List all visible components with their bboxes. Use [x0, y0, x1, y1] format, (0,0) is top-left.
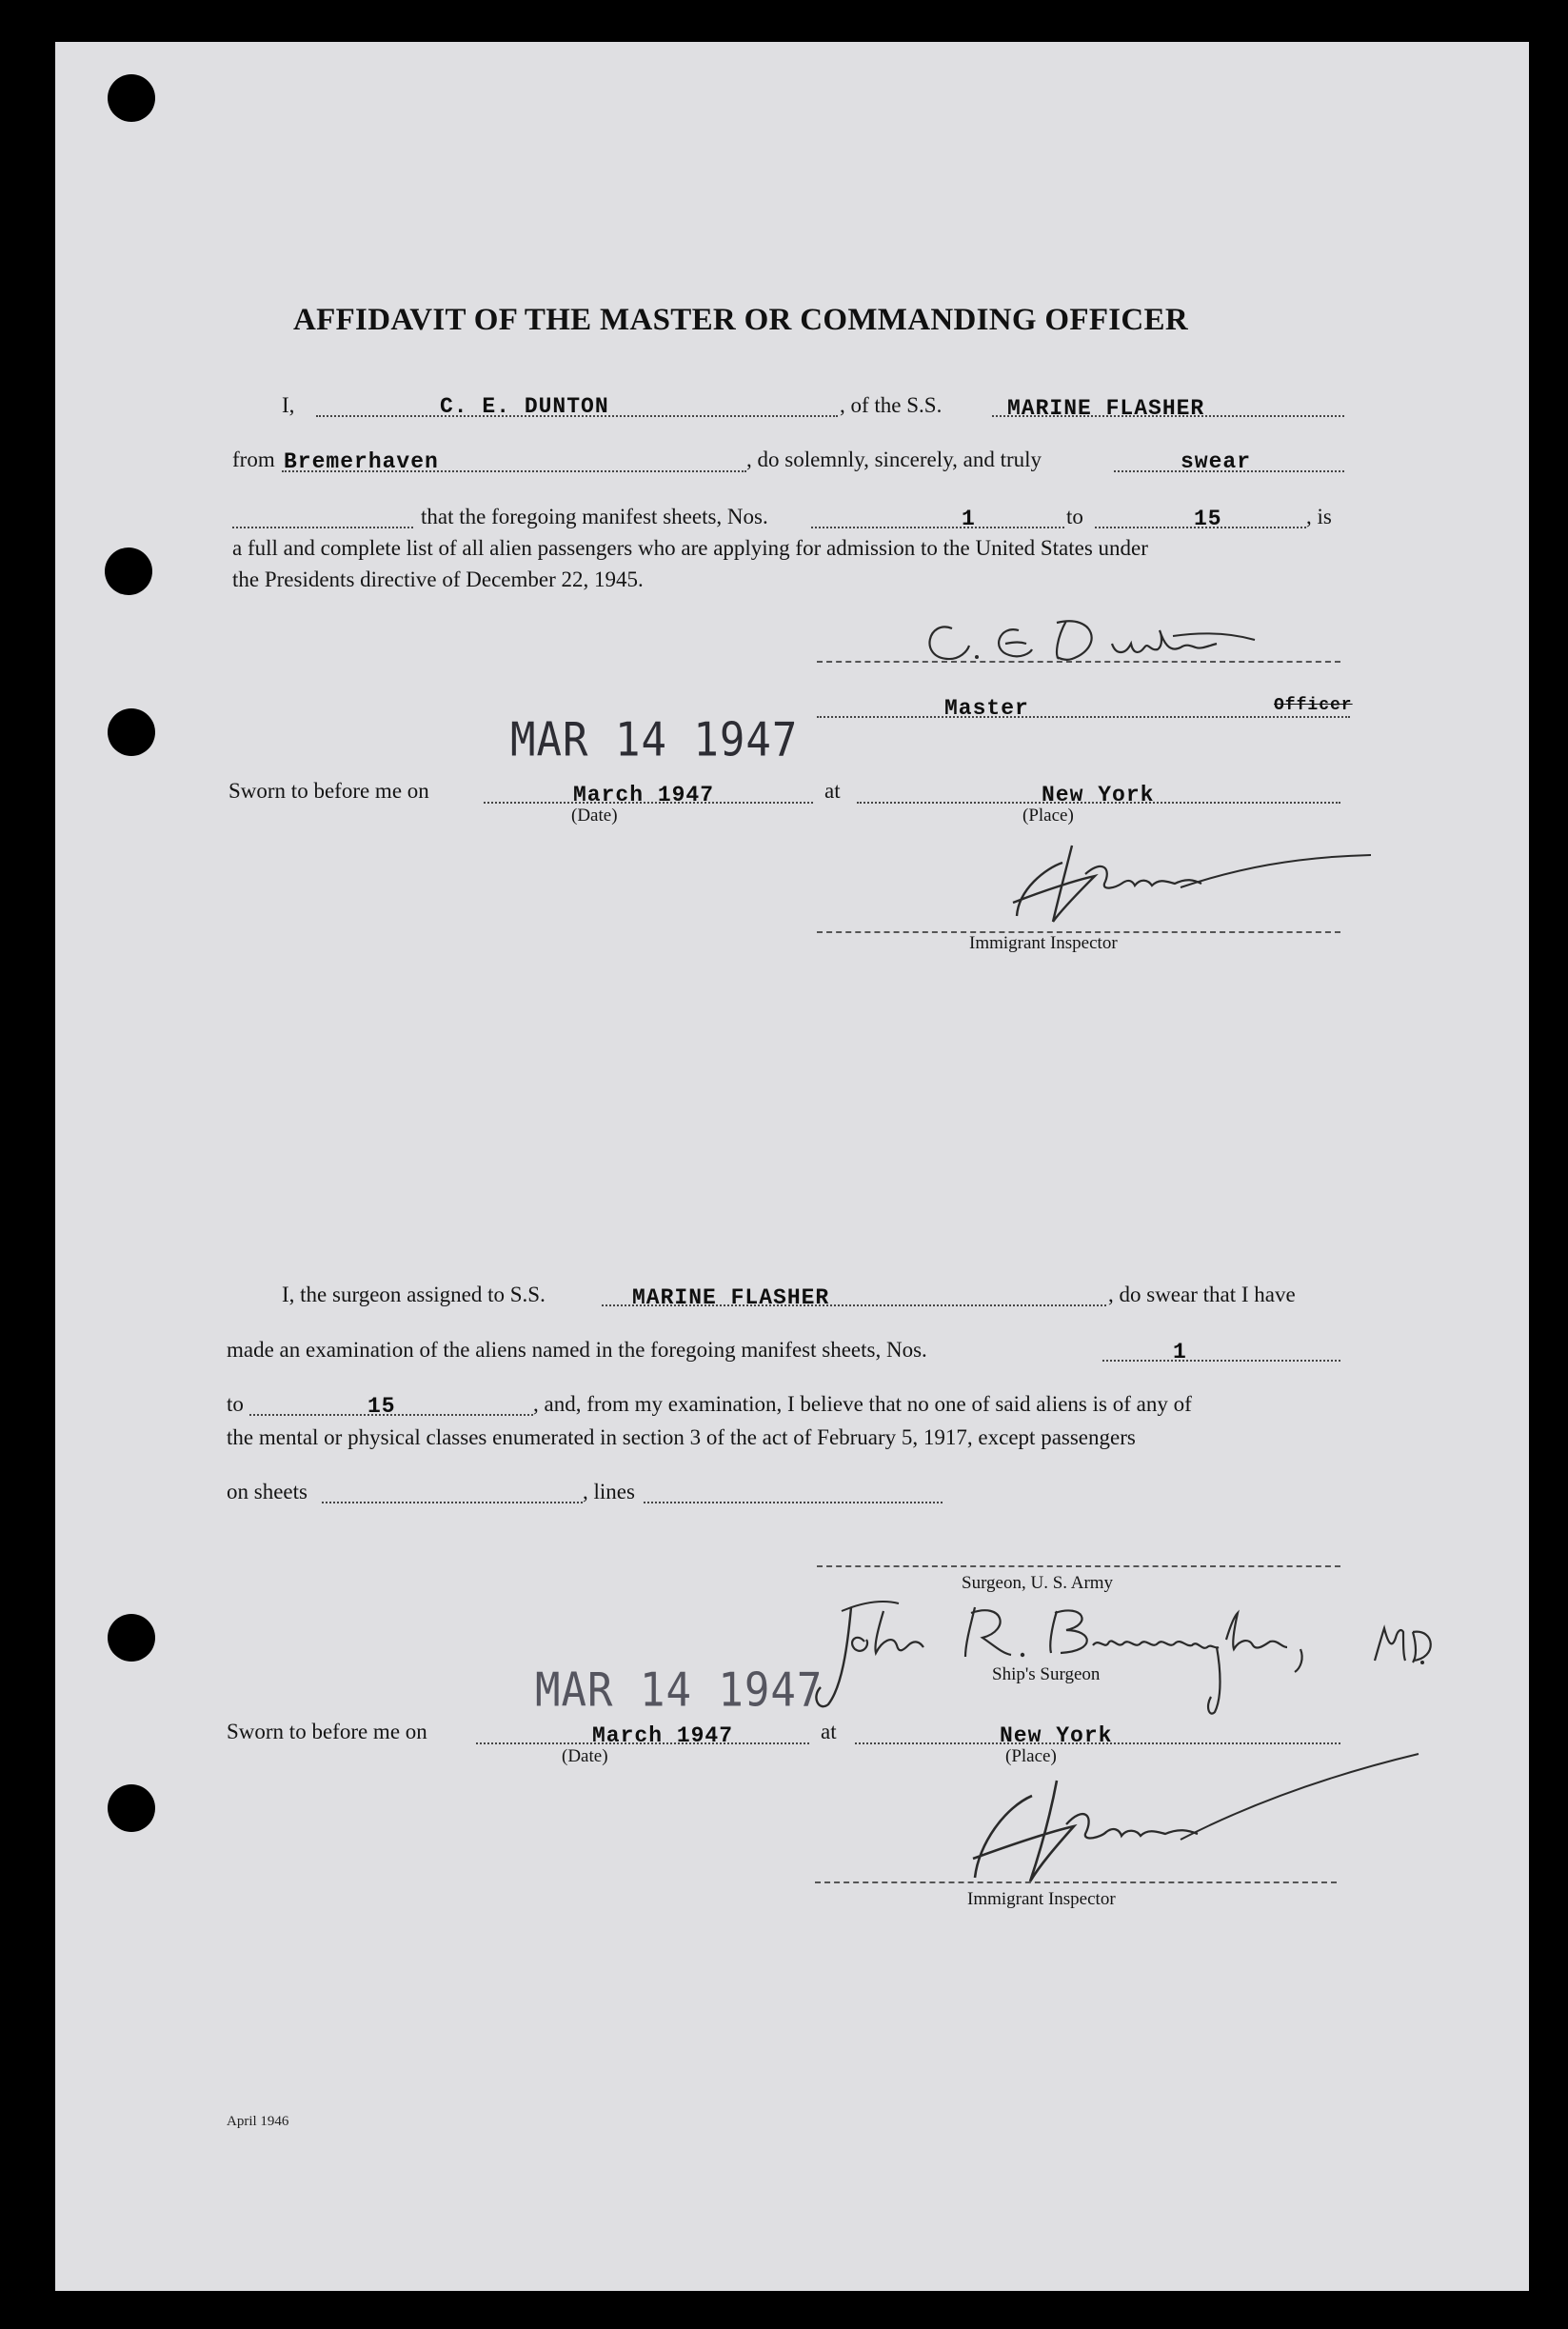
binder-hole [108, 74, 155, 122]
binder-hole [108, 708, 155, 756]
surgeon-to-label: to [227, 1392, 244, 1416]
i-label: I, [282, 393, 295, 417]
surgeon-inspector-line [815, 1881, 1337, 1883]
master-signature [914, 600, 1276, 676]
inspector-caption: Immigrant Inspector [969, 933, 1118, 953]
master-sworn-place-value: New York [1042, 783, 1155, 807]
master-sworn-label: Sworn to before me on [228, 779, 429, 803]
surgeon-ship-value: MARINE FLASHER [632, 1285, 830, 1310]
surgeon-sworn-label: Sworn to before me on [227, 1720, 427, 1743]
master-date-caption: (Date) [571, 806, 618, 826]
sheet-from-line [811, 527, 1064, 528]
classes-text: the mental or physical classes enumerated in section 3 of the act of February 5, 1917, except passengers [227, 1425, 1136, 1449]
surgeon-inspector-caption: Immigrant Inspector [967, 1889, 1116, 1909]
manifest-label: that the foregoing manifest sheets, Nos. [421, 505, 768, 528]
solemnly-label: , do solemnly, sincerely, and truly [746, 448, 1042, 471]
master-place-caption: (Place) [1022, 806, 1074, 826]
sheet-to-value: 15 [1194, 507, 1222, 531]
surgeon-sheet-to-value: 15 [367, 1394, 396, 1419]
officer-struck-value: Officer [1274, 696, 1353, 715]
ship-surgeon-caption: Ship's Surgeon [992, 1664, 1101, 1684]
master-date-stamp: MAR 14 1947 [510, 712, 799, 768]
affidavit-title: AFFIDAVIT OF THE MASTER OR COMMANDING OFFICER [293, 303, 1188, 337]
of-ship-label: , of the S.S. [840, 393, 943, 417]
document-page [55, 42, 1529, 2291]
ship-name-value: MARINE FLASHER [1007, 396, 1205, 421]
surgeon-sworn-date-value: March 1947 [592, 1723, 734, 1748]
statement-line-2: the Presidents directive of December 22, 1945. [232, 567, 644, 591]
belief-text: , and, from my examination, I believe that no one of said aliens is of any of [533, 1392, 1192, 1416]
examination-label: made an examination of the aliens named in the foregoing manifest sheets, Nos. [227, 1338, 927, 1362]
army-signature-line [817, 1565, 1340, 1567]
inspector-signature [990, 830, 1390, 935]
rank-value: Master [944, 696, 1029, 721]
binder-hole [108, 1614, 155, 1662]
rank-line [817, 716, 1350, 718]
on-sheets-line [322, 1502, 583, 1503]
on-sheets-label: on sheets [227, 1480, 308, 1503]
statement-line-1: a full and complete list of all alien passengers who are applying for admission to the United States under [232, 536, 1148, 560]
surgeon-sworn-place-value: New York [1000, 1723, 1113, 1748]
surgeon-date-stamp: MAR 14 1947 [535, 1662, 824, 1719]
master-sworn-date-value: March 1947 [573, 783, 715, 807]
master-name-value: C. E. DUNTON [440, 394, 609, 419]
surgeon-date-caption: (Date) [562, 1746, 608, 1766]
army-caption: Surgeon, U. S. Army [962, 1573, 1114, 1593]
surgeon-place-caption: (Place) [1005, 1746, 1057, 1766]
master-signature-line [817, 661, 1340, 663]
from-port-value: Bremerhaven [284, 449, 439, 474]
surgeon-signature [807, 1592, 1455, 1735]
surgeon-inspector-signature [962, 1748, 1438, 1891]
surgeon-swear-label: , do swear that I have [1108, 1283, 1296, 1306]
binder-hole [105, 547, 152, 595]
oath-word-value: swear [1181, 449, 1252, 474]
surgeon-intro: I, the surgeon assigned to S.S. [282, 1283, 546, 1306]
sheet-from-value: 1 [962, 507, 976, 531]
binder-hole [108, 1784, 155, 1832]
is-label: , is [1306, 505, 1332, 528]
master-at-label: at [824, 779, 841, 803]
lines-line [644, 1502, 943, 1503]
surgeon-at-label: at [821, 1720, 837, 1743]
surgeon-sheet-from-line [1102, 1360, 1340, 1362]
surgeon-sheet-from-value: 1 [1173, 1340, 1187, 1364]
lines-label: , lines [583, 1480, 635, 1503]
from-label: from [232, 448, 275, 471]
form-date: April 1946 [227, 2114, 289, 2129]
oath-continue-line [232, 527, 413, 528]
to-label: to [1066, 505, 1083, 528]
